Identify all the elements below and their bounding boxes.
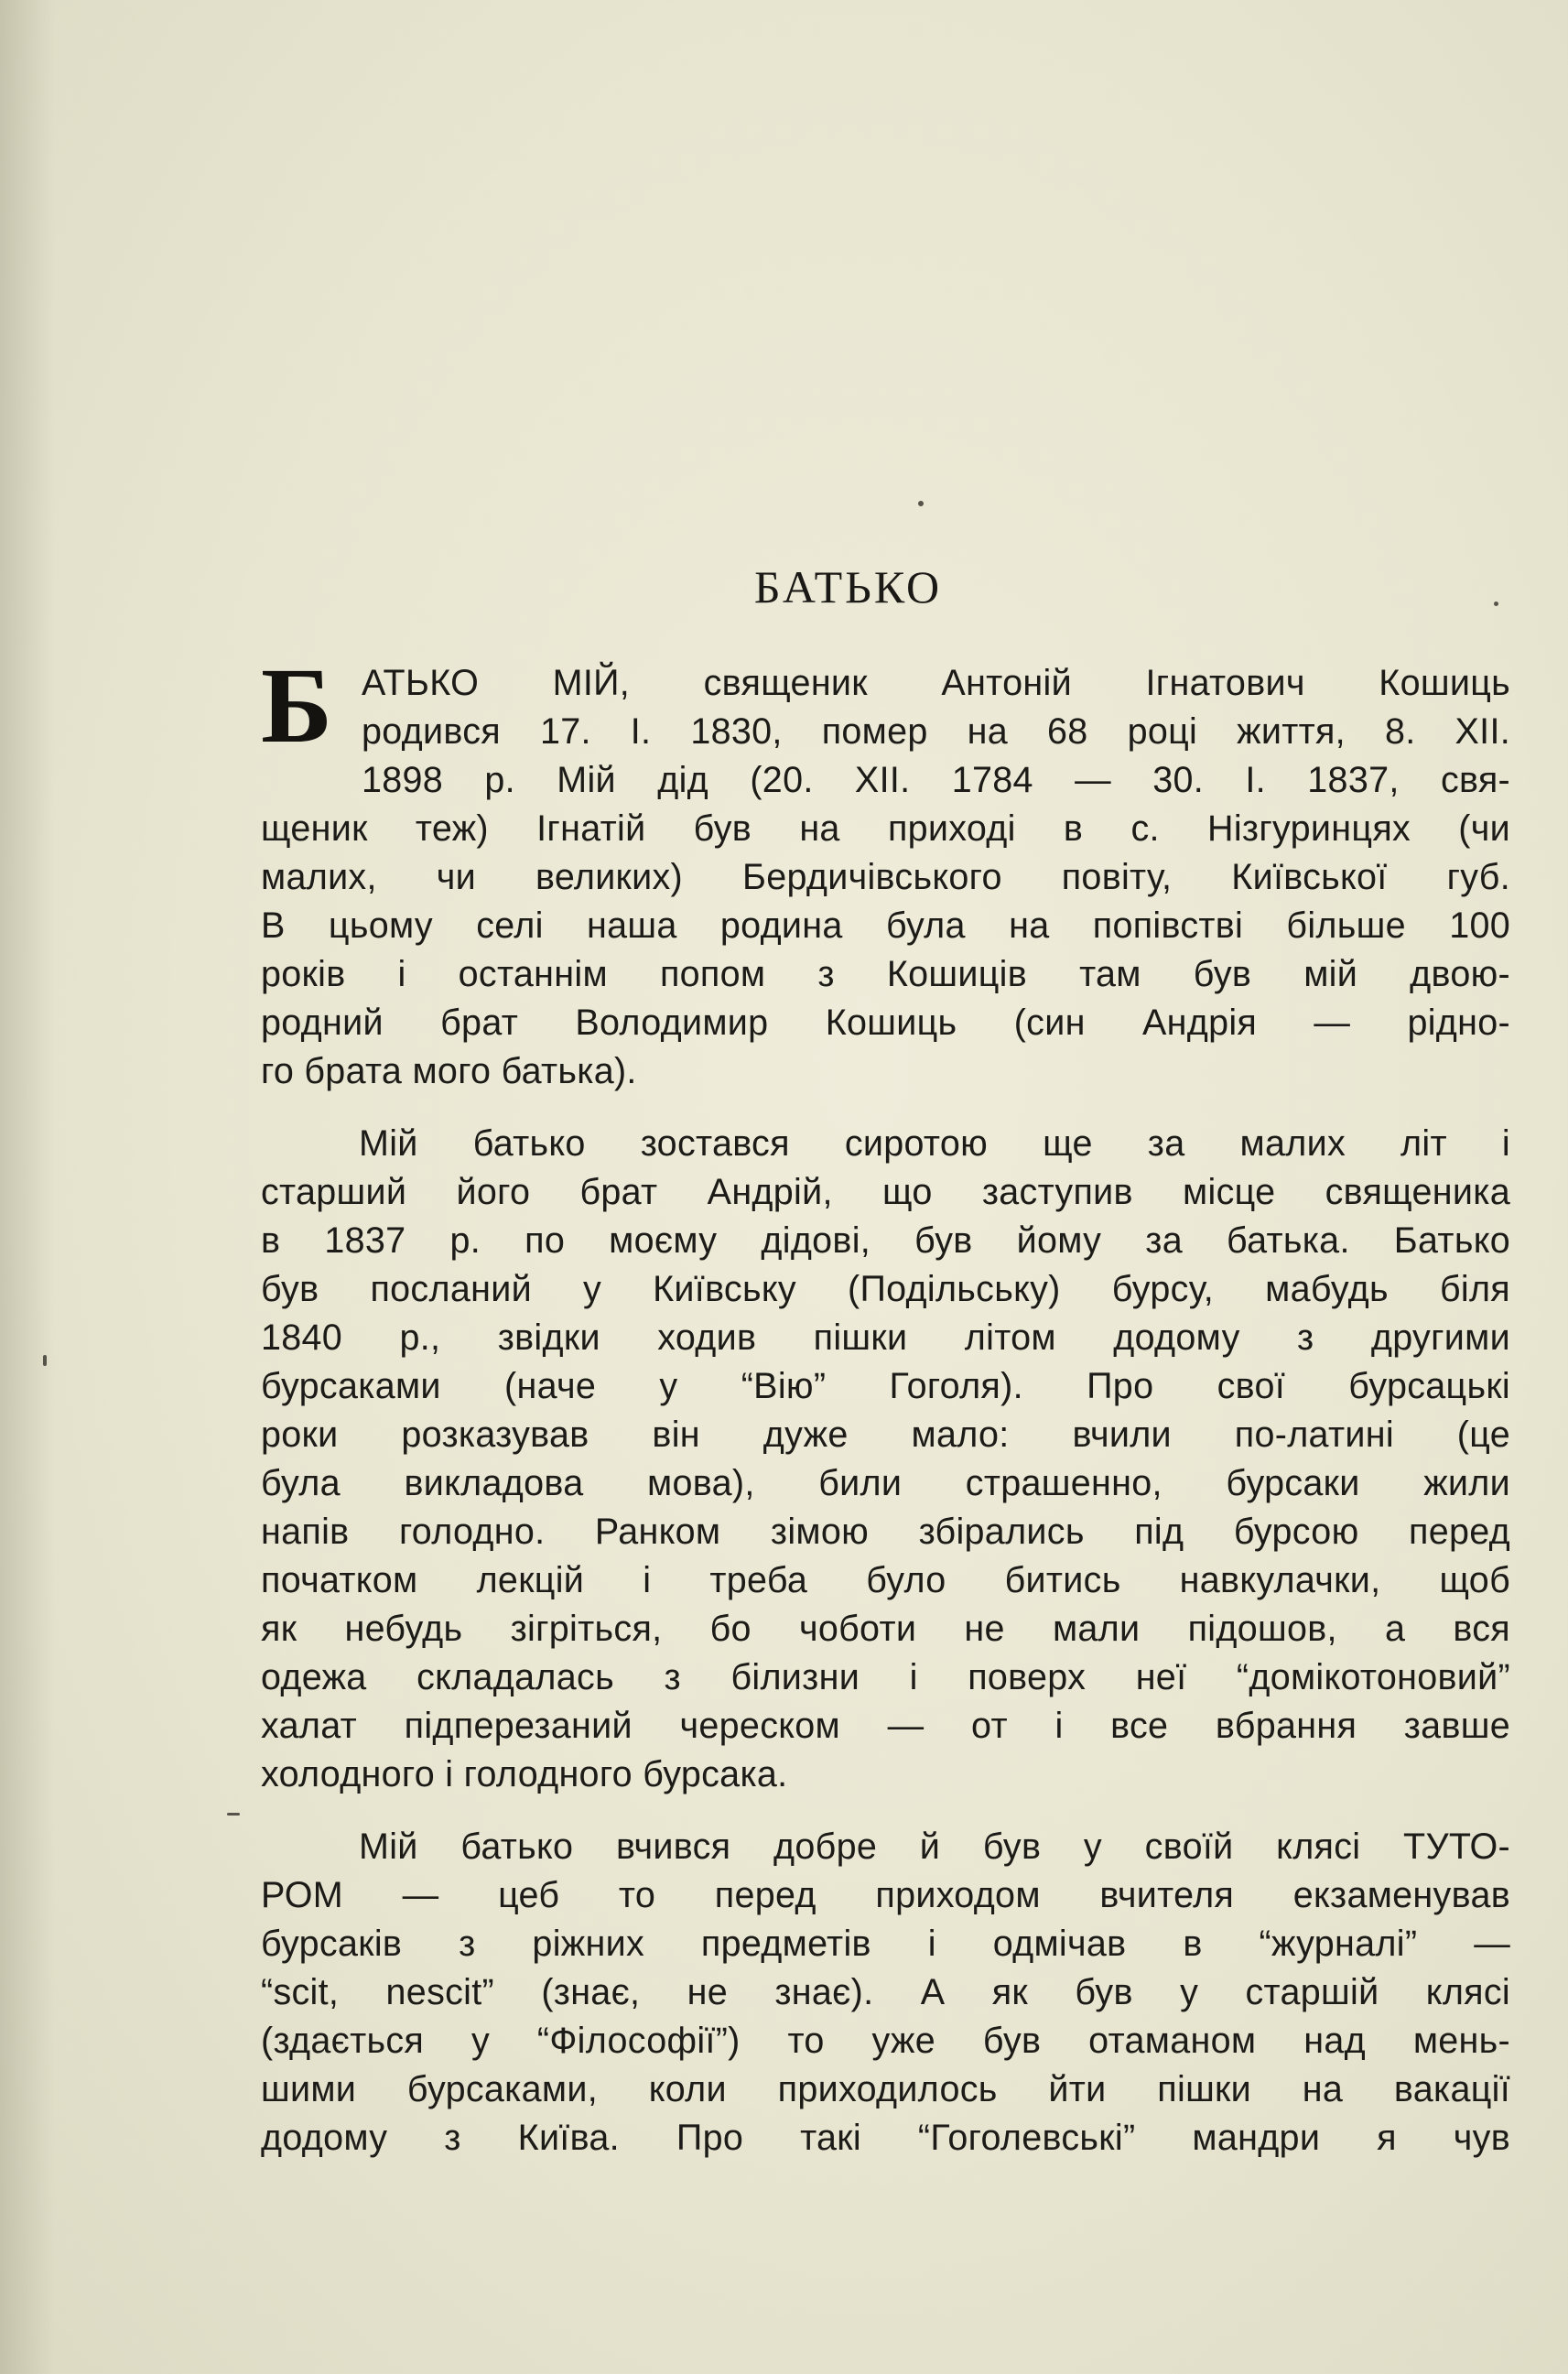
- dust-speck: [918, 501, 924, 506]
- text-line: го брата мого батька).: [261, 1051, 637, 1091]
- text-line: В цьому селі наша родина була на попівстві більше 100: [261, 905, 1510, 946]
- text-line: як небудь зігріться, бо чоботи не мали підошов, а вся: [261, 1609, 1510, 1649]
- dust-speck: [227, 1813, 240, 1816]
- text-line: старший його брат Андрій, що заступив місце священика: [261, 1172, 1510, 1212]
- text-line: бурсаками (наче у “Вію” Гоголя). Про свої бурсацькі: [261, 1366, 1510, 1406]
- text-line: Мій батько вчився добре й був у своїй клясі ТУТО-: [359, 1827, 1510, 1867]
- text-line: халат підперезаний череском — от і все вбрання завше: [261, 1706, 1510, 1746]
- chapter-title: БАТЬКО: [753, 561, 943, 612]
- text-line: одежа складалась з білизни і поверх неї “домікотоновий”: [261, 1657, 1510, 1697]
- paragraph: [261, 1823, 1510, 2163]
- text-line: 1840 р., звідки ходив пішки літом додому з другими: [261, 1317, 1510, 1358]
- text-line: був посланий у Київську (Подільську) бурсу, мабудь біля: [261, 1269, 1510, 1309]
- paragraph: [261, 659, 1510, 1096]
- page-edge-shadow: [0, 0, 55, 2374]
- text-line: 1898 р. Мій дід (20. XII. 1784 — 30. І. 1837, свя-: [362, 760, 1510, 800]
- text-line: початком лекцій і треба було битись навкулачки, щоб: [261, 1560, 1510, 1600]
- text-line: “scit, nescit” (знає, не знає). А як був у старшій клясі: [261, 1972, 1510, 2012]
- body-text: [261, 659, 1510, 2163]
- text-line: РОМ — цеб то перед приходом вчителя екзаменував: [261, 1875, 1510, 1915]
- text-line: роки розказував він дуже мало: вчили по-латині (це: [261, 1415, 1510, 1455]
- text-line: холодного і голодного бурсака.: [261, 1754, 788, 1794]
- text-line: АТЬКО МІЙ, священик Антоній Ігнатович Кошиць: [362, 663, 1510, 703]
- drop-cap: Б: [261, 645, 333, 765]
- text-line: була викладова мова), били страшенно, бурсаки жили: [261, 1463, 1510, 1503]
- dust-speck: [43, 1355, 47, 1366]
- text-line: бурсаків з ріжних предметів і одмічав в “журналі” —: [261, 1924, 1510, 1964]
- text-line: напів голодно. Ранком зімою збірались під бурсою перед: [261, 1512, 1510, 1552]
- text-line: додому з Київа. Про такі “Гоголевські” мандри я чув: [261, 2118, 1510, 2158]
- text-line: шими бурсаками, коли приходилось йти пішки на вакації: [261, 2069, 1510, 2109]
- text-line: (здається у “Філософії”) то уже був отаманом над мень-: [261, 2021, 1510, 2061]
- text-line: щеник теж) Ігнатій був на приході в с. Нізгуринцях (чи: [261, 808, 1510, 849]
- text-line: родний брат Володимир Кошиць (син Андрія — рідно-: [261, 1003, 1510, 1043]
- text-line: років і останнім попом з Кошиців там був мій двою-: [261, 954, 1510, 994]
- text-line: родився 17. І. 1830, помер на 68 році життя, 8. XII.: [362, 711, 1510, 752]
- paragraph-gap: [261, 1799, 1510, 1823]
- text-line: в 1837 р. по моєму дідові, був йому за батька. Батько: [261, 1220, 1510, 1261]
- text-line: малих, чи великих) Бердичівського повіту, Київської губ.: [261, 857, 1510, 897]
- paragraph: [261, 1120, 1510, 1799]
- text-line: Мій батько зостався сиротою ще за малих літ і: [359, 1123, 1510, 1164]
- paragraph-gap: [261, 1096, 1510, 1120]
